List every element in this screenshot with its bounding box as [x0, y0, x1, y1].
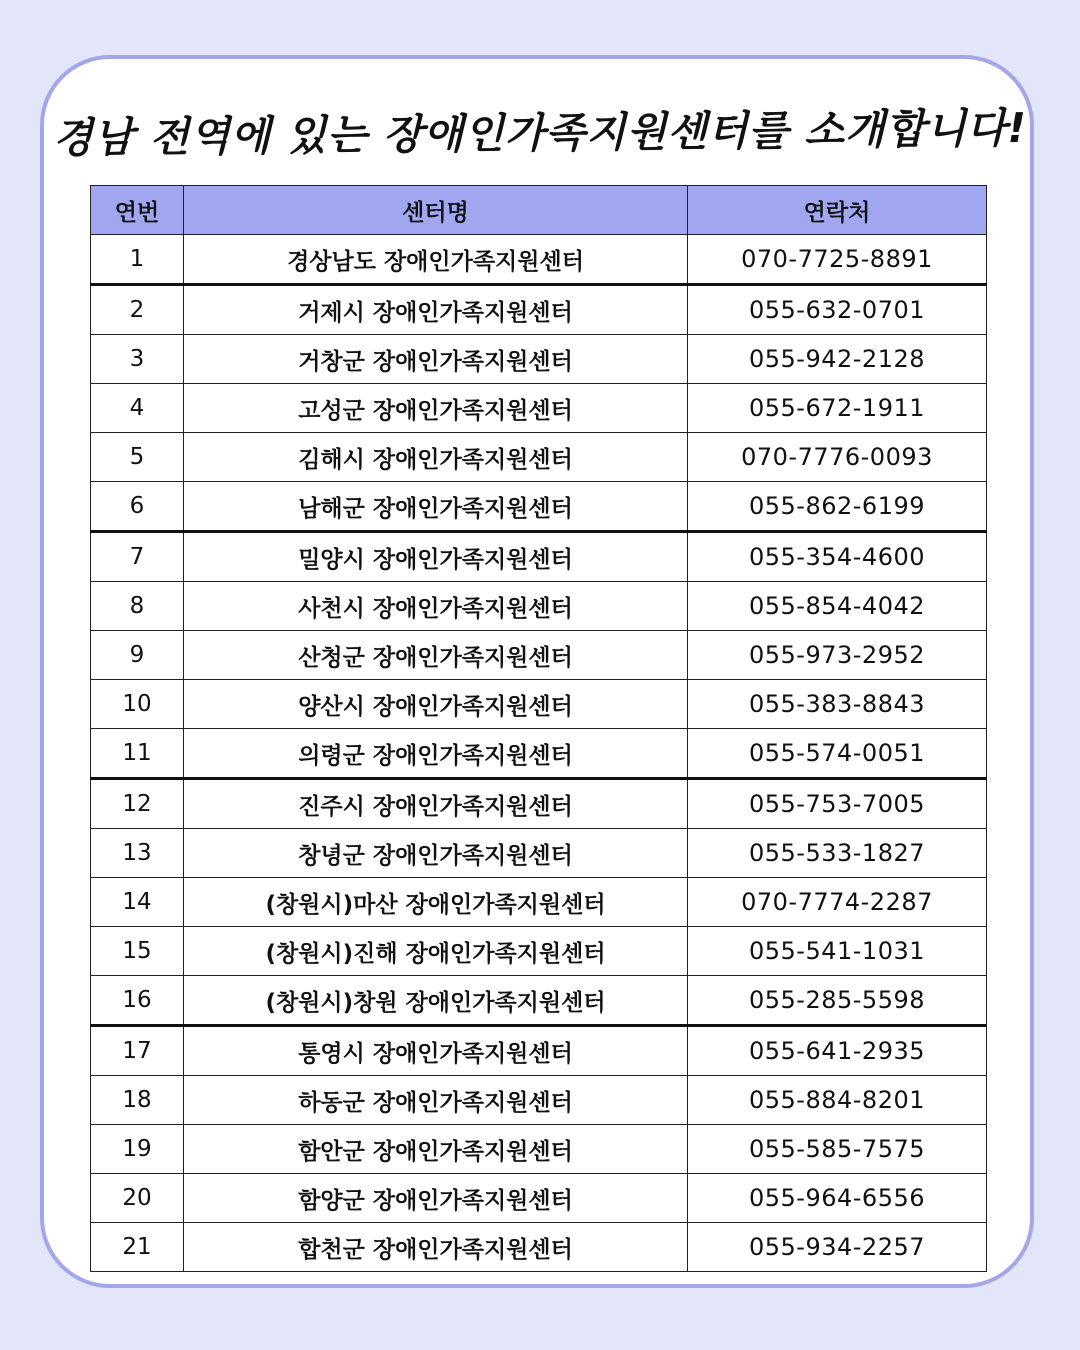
center-table [90, 185, 987, 1272]
phone-number: 055-973-2952 [688, 631, 987, 680]
center-name: 의령군 장애인가족지원센터 [184, 729, 688, 779]
phone-number: 055-383-8843 [688, 680, 987, 729]
table-row [91, 779, 987, 829]
center-name: 밀양시 장애인가족지원센터 [184, 532, 688, 582]
row-number: 20 [91, 1174, 184, 1223]
table-row [91, 1223, 987, 1272]
phone-number: 055-354-4600 [688, 532, 987, 582]
table-header-row [91, 186, 987, 235]
center-name: 거제시 장애인가족지원센터 [184, 285, 688, 335]
table-row [91, 729, 987, 779]
row-number: 9 [91, 631, 184, 680]
row-number: 3 [91, 335, 184, 384]
center-name: 통영시 장애인가족지원센터 [184, 1026, 688, 1076]
row-number: 4 [91, 384, 184, 433]
center-name: 남해군 장애인가족지원센터 [184, 482, 688, 532]
page-title: 경남 전역에 있는 장애인가족지원센터를 소개합니다! [52, 103, 1028, 163]
header-number: 연번 [91, 186, 184, 235]
center-name: 하동군 장애인가족지원센터 [184, 1076, 688, 1125]
phone-number: 055-285-5598 [688, 976, 987, 1026]
table-row [91, 1026, 987, 1076]
row-number: 11 [91, 729, 184, 779]
phone-number: 055-964-6556 [688, 1174, 987, 1223]
phone-number: 055-854-4042 [688, 582, 987, 631]
row-number: 18 [91, 1076, 184, 1125]
table-row [91, 235, 987, 285]
table-row [91, 1174, 987, 1223]
phone-number: 055-942-2128 [688, 335, 987, 384]
row-number: 2 [91, 285, 184, 335]
table-row [91, 482, 987, 532]
phone-number: 070-7725-8891 [688, 235, 987, 285]
phone-number: 055-641-2935 [688, 1026, 987, 1076]
row-number: 17 [91, 1026, 184, 1076]
center-name: 함양군 장애인가족지원센터 [184, 1174, 688, 1223]
table-row [91, 582, 987, 631]
phone-number: 055-862-6199 [688, 482, 987, 532]
center-name: 거창군 장애인가족지원센터 [184, 335, 688, 384]
phone-number: 055-884-8201 [688, 1076, 987, 1125]
center-name: 경상남도 장애인가족지원센터 [184, 235, 688, 285]
phone-number: 070-7774-2287 [688, 878, 987, 927]
table-row [91, 1076, 987, 1125]
row-number: 19 [91, 1125, 184, 1174]
row-number: 10 [91, 680, 184, 729]
center-name: (창원시)진해 장애인가족지원센터 [184, 927, 688, 976]
row-number: 6 [91, 482, 184, 532]
table-row [91, 976, 987, 1026]
row-number: 15 [91, 927, 184, 976]
phone-number: 055-585-7575 [688, 1125, 987, 1174]
row-number: 21 [91, 1223, 184, 1272]
row-number: 12 [91, 779, 184, 829]
center-name: 양산시 장애인가족지원센터 [184, 680, 688, 729]
center-name: 산청군 장애인가족지원센터 [184, 631, 688, 680]
row-number: 16 [91, 976, 184, 1026]
table-row [91, 384, 987, 433]
center-name: 합천군 장애인가족지원센터 [184, 1223, 688, 1272]
phone-number: 055-541-1031 [688, 927, 987, 976]
center-name: (창원시)마산 장애인가족지원센터 [184, 878, 688, 927]
table-row [91, 631, 987, 680]
table-row [91, 927, 987, 976]
table-row [91, 335, 987, 384]
phone-number: 055-632-0701 [688, 285, 987, 335]
row-number: 13 [91, 829, 184, 878]
header-contact: 연락처 [688, 186, 987, 235]
center-name: (창원시)창원 장애인가족지원센터 [184, 976, 688, 1026]
center-name: 창녕군 장애인가족지원센터 [184, 829, 688, 878]
center-name: 함안군 장애인가족지원센터 [184, 1125, 688, 1174]
row-number: 8 [91, 582, 184, 631]
table-row [91, 433, 987, 482]
row-number: 7 [91, 532, 184, 582]
table-row [91, 829, 987, 878]
table-row [91, 285, 987, 335]
table-row [91, 878, 987, 927]
center-name: 사천시 장애인가족지원센터 [184, 582, 688, 631]
phone-number: 055-574-0051 [688, 729, 987, 779]
phone-number: 055-753-7005 [688, 779, 987, 829]
row-number: 14 [91, 878, 184, 927]
phone-number: 055-934-2257 [688, 1223, 987, 1272]
phone-number: 055-672-1911 [688, 384, 987, 433]
phone-number: 070-7776-0093 [688, 433, 987, 482]
table-row [91, 680, 987, 729]
table-row [91, 1125, 987, 1174]
center-name: 고성군 장애인가족지원센터 [184, 384, 688, 433]
phone-number: 055-533-1827 [688, 829, 987, 878]
table-row [91, 532, 987, 582]
center-name: 김해시 장애인가족지원센터 [184, 433, 688, 482]
row-number: 1 [91, 235, 184, 285]
center-name: 진주시 장애인가족지원센터 [184, 779, 688, 829]
header-center-name: 센터명 [184, 186, 688, 235]
row-number: 5 [91, 433, 184, 482]
